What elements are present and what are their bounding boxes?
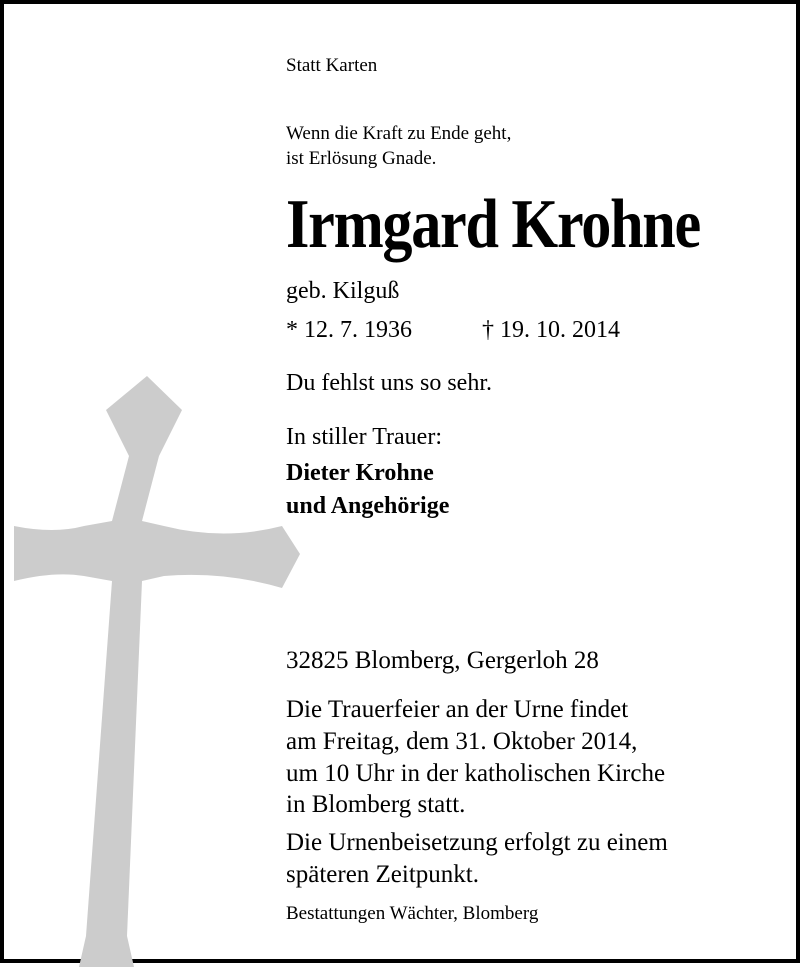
ceremony-line-3: um 10 Uhr in der katholischen Kirche (286, 760, 666, 787)
ceremony-line-4: in Blomberg statt. (286, 791, 466, 818)
life-dates (286, 315, 620, 346)
address: 32825 Blomberg, Gergerloh 28 (286, 647, 599, 674)
undertaker: Bestattungen Wächter, Blomberg (286, 903, 539, 924)
death-date: † 19. 10. 2014 (482, 317, 620, 343)
header-text: Statt Karten (286, 55, 378, 76)
mourning-intro: In stiller Trauer: (286, 424, 442, 450)
farewell-message: Du fehlst uns so sehr. (286, 370, 492, 396)
ceremony-line-1: Die Trauerfeier an der Urne findet (286, 696, 629, 723)
maiden-name: geb. Kilguß (286, 278, 400, 304)
ceremony-line-2: am Freitag, dem 31. Oktober 2014, (286, 728, 638, 755)
deceased-name: Irmgard Krohne (286, 186, 700, 263)
burial-line-2: späteren Zeitpunkt. (286, 861, 479, 888)
burial-line-1: Die Urnenbeisetzung erfolgt zu einem (286, 829, 668, 856)
birth-date: * 12. 7. 1936 (286, 317, 412, 343)
cross-icon (14, 376, 304, 967)
mourner-line-1: Dieter Krohne (286, 460, 434, 486)
quote-line-1: Wenn die Kraft zu Ende geht, (286, 123, 512, 144)
mourner-line-2: und Angehörige (286, 493, 450, 519)
quote-line-2: ist Erlösung Gnade. (286, 148, 437, 169)
